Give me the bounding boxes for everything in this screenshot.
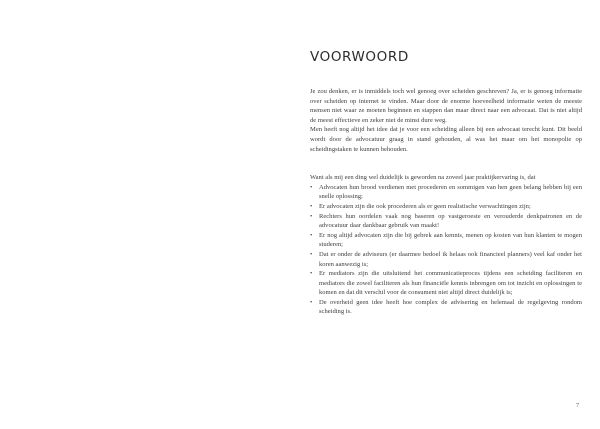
- bullet-list: [310, 183, 582, 317]
- paragraph-2: Men heeft nog altijd het idee dat je voor een scheiding alleen bij een advocaat terecht kunt. Dit beeld wordt door de advocatuur graag in stand gehouden, al was het maar om het monopolie op scheidingstaken te kunnen behouden.: [310, 126, 582, 153]
- bullet-item: • Rechters hun oordelen vaak nog baseren op vastgeroeste en verouderde denkpatronen en de advocatuur daar dankbaar gebruik van maakt!: [310, 212, 582, 231]
- paragraph-gap: [310, 154, 582, 173]
- bullet-item: • Dat er onder de adviseurs (er daarmee bedoel ik helaas ook financieel planners) veel kaf onder het koren aanwezig is;: [310, 250, 582, 269]
- page-title: VOORWOORD: [310, 49, 409, 65]
- body-text: [310, 87, 582, 317]
- list-intro: Want als mij een ding wel duidelijk is geworden na zoveel jaar praktijkervaring is, dat: [310, 174, 536, 182]
- bullet-item: • De overheid geen idee heeft hoe complex de advisering en helemaal de regelgeving rondom scheiding is.: [310, 298, 582, 317]
- page-number: 7: [576, 403, 579, 409]
- paragraph-1: Je zou denken, er is inmiddels toch wel genoeg over scheiden geschreven? Ja, er is genoeg informatie over scheiden op internet te vinden. Maar door de enorme hoeveelheid informatie weten de meeste mensen niet waar ze moeten beginnen en stappen dan maar direct naar een advocaat. Dat is niet altijd de meest effectieve en zeker niet de minst dure weg.: [310, 88, 582, 124]
- bullet-item: • Er nog altijd advocaten zijn die bij gebrek aan kennis, menen op kosten van hun klanten te mogen studeren;: [310, 231, 582, 250]
- bullet-item: • Er advocaten zijn die ook procederen als er geen realistische verwachtingen zijn;: [310, 202, 582, 212]
- bullet-item: • Advocaten hun brood verdienen met procederen en sommigen van hen geen belang hebben bij een snelle oplossing;: [310, 183, 582, 202]
- bullet-item: • Er mediators zijn die uitsluitend het communicatieproces tijdens een scheiding faciliteren en mediators die zowel faciliteren als hun financiële kennis inbrengen om tot inzicht en oplossingen te komen en dat dit verschil voor de consument niet altijd direct duidelijk is;: [310, 269, 582, 298]
